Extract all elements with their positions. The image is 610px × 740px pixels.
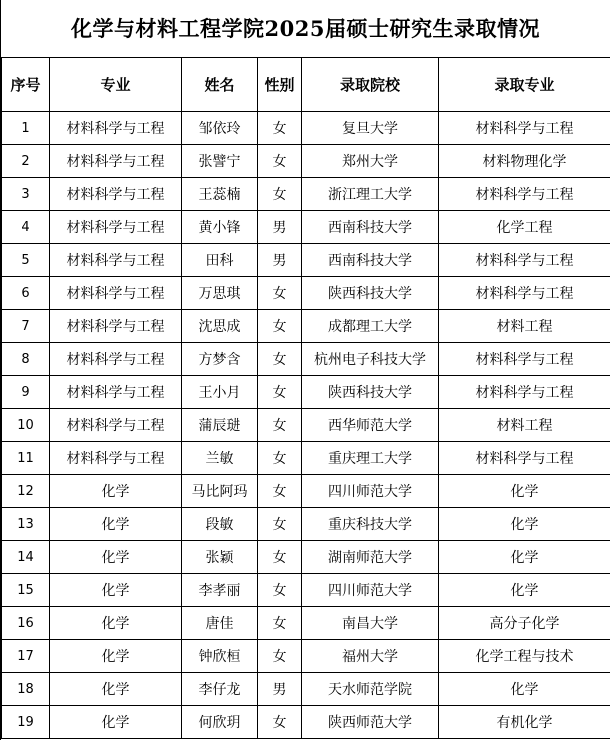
- cell-no: 12: [2, 475, 50, 508]
- cell-school: 福州大学: [302, 640, 439, 673]
- cell-target-major: 化学: [439, 541, 610, 574]
- cell-no: 1: [2, 112, 50, 145]
- cell-target-major: 有机化学: [439, 706, 610, 739]
- table-row: [2, 442, 610, 475]
- table-row: [2, 541, 610, 574]
- cell-gender: 女: [258, 277, 302, 310]
- table-row: [2, 310, 610, 343]
- cell-name: 兰敏: [182, 442, 258, 475]
- header-row: [2, 58, 610, 112]
- cell-no: 6: [2, 277, 50, 310]
- cell-target-major: 化学工程: [439, 211, 610, 244]
- cell-target-major: 材料科学与工程: [439, 277, 610, 310]
- cell-gender: 女: [258, 409, 302, 442]
- cell-school: 西南科技大学: [302, 211, 439, 244]
- cell-name: 张颖: [182, 541, 258, 574]
- cell-no: 16: [2, 607, 50, 640]
- table-row: [2, 607, 610, 640]
- header-gender: 性别: [258, 58, 302, 112]
- table-row: [2, 574, 610, 607]
- table-body: [2, 112, 610, 739]
- cell-school: 重庆科技大学: [302, 508, 439, 541]
- cell-major: 材料科学与工程: [50, 409, 182, 442]
- cell-name: 田科: [182, 244, 258, 277]
- table-row: [2, 145, 610, 178]
- table-row: [2, 706, 610, 739]
- cell-name: 王小月: [182, 376, 258, 409]
- cell-target-major: 材料科学与工程: [439, 244, 610, 277]
- header-major: 专业: [50, 58, 182, 112]
- cell-no: 3: [2, 178, 50, 211]
- cell-major: 化学: [50, 574, 182, 607]
- cell-gender: 女: [258, 343, 302, 376]
- cell-name: 黄小锋: [182, 211, 258, 244]
- cell-major: 化学: [50, 607, 182, 640]
- cell-school: 湖南师范大学: [302, 541, 439, 574]
- cell-name: 万思琪: [182, 277, 258, 310]
- cell-no: 2: [2, 145, 50, 178]
- cell-gender: 女: [258, 178, 302, 211]
- cell-major: 化学: [50, 673, 182, 706]
- cell-school: 南昌大学: [302, 607, 439, 640]
- admission-table: [1, 57, 610, 739]
- cell-gender: 女: [258, 475, 302, 508]
- cell-gender: 男: [258, 244, 302, 277]
- header-school: 录取院校: [302, 58, 439, 112]
- cell-target-major: 材料科学与工程: [439, 343, 610, 376]
- cell-major: 材料科学与工程: [50, 442, 182, 475]
- table-row: [2, 277, 610, 310]
- cell-school: 陕西科技大学: [302, 376, 439, 409]
- cell-gender: 男: [258, 211, 302, 244]
- cell-major: 材料科学与工程: [50, 211, 182, 244]
- cell-major: 材料科学与工程: [50, 277, 182, 310]
- cell-name: 李孝丽: [182, 574, 258, 607]
- cell-no: 17: [2, 640, 50, 673]
- cell-name: 张譬宁: [182, 145, 258, 178]
- cell-gender: 女: [258, 706, 302, 739]
- cell-gender: 女: [258, 541, 302, 574]
- table-row: [2, 343, 610, 376]
- table-row: [2, 475, 610, 508]
- cell-gender: 女: [258, 508, 302, 541]
- table-row: [2, 409, 610, 442]
- cell-target-major: 化学: [439, 673, 610, 706]
- cell-no: 14: [2, 541, 50, 574]
- cell-target-major: 材料工程: [439, 310, 610, 343]
- cell-school: 陕西师范大学: [302, 706, 439, 739]
- table-row: [2, 244, 610, 277]
- cell-school: 成都理工大学: [302, 310, 439, 343]
- cell-name: 李仔龙: [182, 673, 258, 706]
- cell-school: 四川师范大学: [302, 574, 439, 607]
- cell-school: 杭州电子科技大学: [302, 343, 439, 376]
- cell-school: 郑州大学: [302, 145, 439, 178]
- cell-no: 8: [2, 343, 50, 376]
- cell-gender: 女: [258, 640, 302, 673]
- cell-no: 10: [2, 409, 50, 442]
- cell-name: 段敏: [182, 508, 258, 541]
- cell-target-major: 高分子化学: [439, 607, 610, 640]
- cell-name: 唐佳: [182, 607, 258, 640]
- page-title: 化学与材料工程学院2025届硕士研究生录取情况: [71, 16, 540, 41]
- cell-major: 化学: [50, 475, 182, 508]
- cell-major: 化学: [50, 706, 182, 739]
- cell-target-major: 材料科学与工程: [439, 112, 610, 145]
- cell-major: 材料科学与工程: [50, 178, 182, 211]
- cell-school: 复旦大学: [302, 112, 439, 145]
- cell-major: 化学: [50, 541, 182, 574]
- cell-no: 19: [2, 706, 50, 739]
- cell-target-major: 化学工程与技术: [439, 640, 610, 673]
- cell-major: 材料科学与工程: [50, 244, 182, 277]
- table-row: [2, 211, 610, 244]
- cell-gender: 女: [258, 442, 302, 475]
- cell-gender: 女: [258, 574, 302, 607]
- table-row: [2, 673, 610, 706]
- cell-name: 王蕊楠: [182, 178, 258, 211]
- header-no: 序号: [2, 58, 50, 112]
- cell-major: 材料科学与工程: [50, 112, 182, 145]
- table-row: [2, 376, 610, 409]
- cell-major: 材料科学与工程: [50, 343, 182, 376]
- cell-target-major: 化学: [439, 508, 610, 541]
- table-header: [2, 58, 610, 112]
- cell-no: 11: [2, 442, 50, 475]
- cell-gender: 女: [258, 310, 302, 343]
- cell-major: 材料科学与工程: [50, 310, 182, 343]
- cell-gender: 女: [258, 145, 302, 178]
- cell-target-major: 材料物理化学: [439, 145, 610, 178]
- cell-gender: 女: [258, 112, 302, 145]
- cell-school: 天水师范学院: [302, 673, 439, 706]
- cell-no: 7: [2, 310, 50, 343]
- cell-name: 蒲辰琎: [182, 409, 258, 442]
- cell-no: 13: [2, 508, 50, 541]
- cell-target-major: 材料科学与工程: [439, 376, 610, 409]
- cell-name: 邹依玲: [182, 112, 258, 145]
- table-row: [2, 112, 610, 145]
- cell-name: 钟欣桓: [182, 640, 258, 673]
- cell-gender: 女: [258, 607, 302, 640]
- cell-gender: 女: [258, 376, 302, 409]
- cell-target-major: 化学: [439, 574, 610, 607]
- cell-school: 陕西科技大学: [302, 277, 439, 310]
- cell-name: 沈思成: [182, 310, 258, 343]
- header-name: 姓名: [182, 58, 258, 112]
- cell-gender: 男: [258, 673, 302, 706]
- header-target-major: 录取专业: [439, 58, 610, 112]
- cell-school: 西华师范大学: [302, 409, 439, 442]
- cell-school: 浙江理工大学: [302, 178, 439, 211]
- cell-target-major: 材料工程: [439, 409, 610, 442]
- cell-name: 何欣玥: [182, 706, 258, 739]
- cell-target-major: 材料科学与工程: [439, 442, 610, 475]
- cell-school: 重庆理工大学: [302, 442, 439, 475]
- table-row: [2, 640, 610, 673]
- cell-target-major: 化学: [439, 475, 610, 508]
- cell-school: 西南科技大学: [302, 244, 439, 277]
- cell-no: 9: [2, 376, 50, 409]
- cell-no: 15: [2, 574, 50, 607]
- cell-school: 四川师范大学: [302, 475, 439, 508]
- cell-major: 材料科学与工程: [50, 145, 182, 178]
- cell-name: 方梦含: [182, 343, 258, 376]
- cell-major: 化学: [50, 640, 182, 673]
- cell-target-major: 材料科学与工程: [439, 178, 610, 211]
- cell-no: 18: [2, 673, 50, 706]
- cell-no: 5: [2, 244, 50, 277]
- table-row: [2, 508, 610, 541]
- cell-no: 4: [2, 211, 50, 244]
- cell-major: 材料科学与工程: [50, 376, 182, 409]
- cell-major: 化学: [50, 508, 182, 541]
- cell-name: 马比阿玛: [182, 475, 258, 508]
- table-row: [2, 178, 610, 211]
